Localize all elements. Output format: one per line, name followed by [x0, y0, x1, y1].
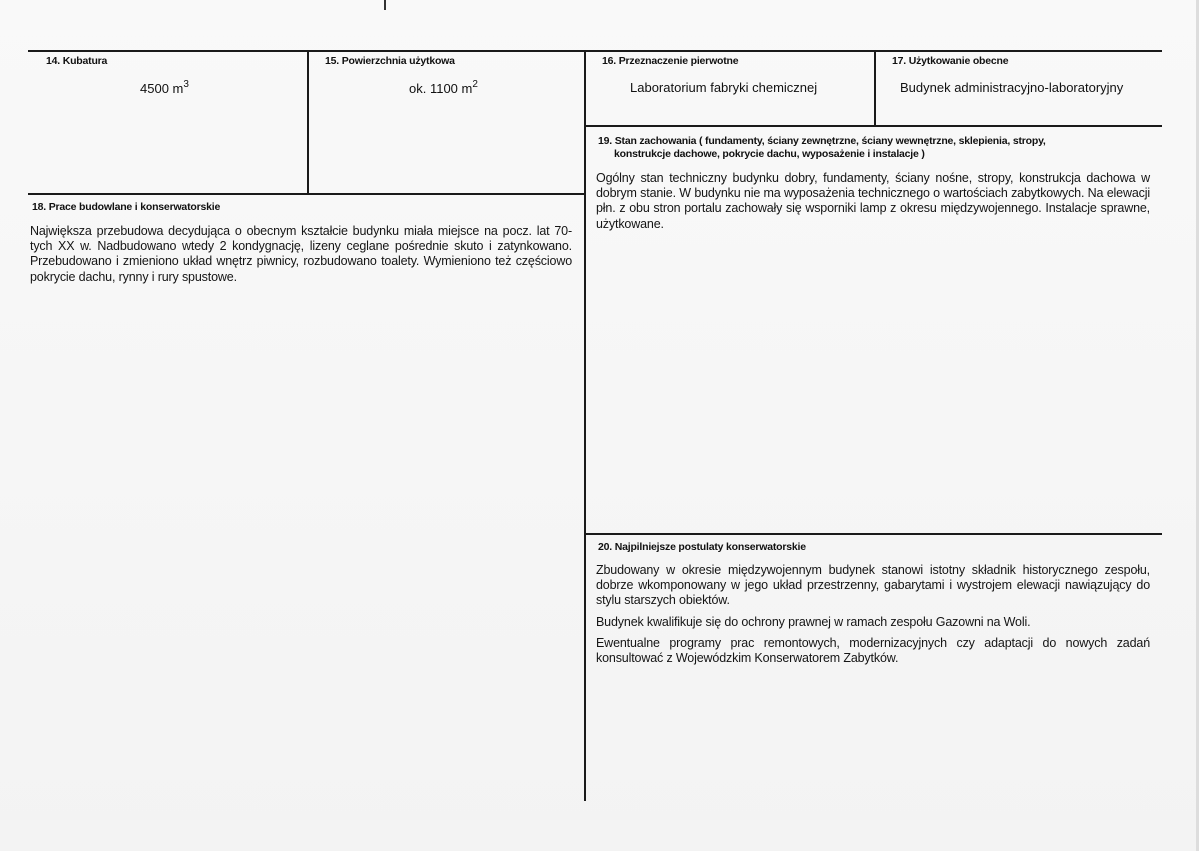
kubatura-value-number: 4500 m [140, 81, 184, 96]
field-uzytkowanie-obecne [892, 55, 1158, 121]
kubatura-value [140, 81, 189, 96]
divider-16-17 [874, 50, 876, 126]
field-postulaty-konserwatorskie [596, 541, 1150, 666]
postulaty-paragraph: Zbudowany w okresie międzywojennym budynek stanowi istotny składnik historycznego zespołu, dobrze wkomponowany w jego układ przestrzenny, gabarytami i wystrojem elewacji nawiązujący do stylu starszych obiektów. [596, 563, 1150, 608]
stan-heading [598, 135, 1150, 161]
stan-heading-line-1: 19. Stan zachowania ( fundamenty, ściany zewnętrzne, ściany wewnętrzne, sklepienia, stropy, [598, 135, 1046, 147]
top-rule [28, 50, 1162, 52]
field-stan-zachowania [596, 135, 1150, 232]
przeznaczenie-heading: 16. Przeznaczenie pierwotne [602, 55, 739, 67]
field-kubatura [46, 55, 304, 185]
stan-text: Ogólny stan techniczny budynku dobry, fundamenty, ściany nośne, stropy, konstrukcja dachowa w dobrym stanie. W budynku nie ma wyposażenia technicznego o wartościach zabytkowych. Na elewacji płn. z obu stron portalu zachowały się wsporniki lamp z okresu międzywojennego. Instalacje sprawne, użytkowane. [596, 171, 1150, 231]
powierzchnia-value-unit-exponent: 2 [472, 79, 478, 90]
uzytkowanie-value: Budynek administracyjno-laboratoryjny [900, 80, 1124, 95]
field-prace-budowlane [30, 201, 572, 285]
postulaty-body [596, 563, 1150, 666]
prace-text: Największa przebudowa decydująca o obecnym kształcie budynku miała miejsce na pocz. lat 70-tych XX w. Nadbudowano wtedy 2 kondygnację, lizeny ceglane pośrednie skuto i zatynkowano. Przebudowano i zmieniono układ wnętrz piwnicy, rozbudowano toalety. Wymieniono też częściowo pokrycie dachu, rynny i rury spustowe. [30, 224, 572, 284]
stan-heading-line-2: konstrukcje dachowe, pokrycie dachu, wyposażenie i instalacje ) [614, 148, 925, 160]
prace-heading: 18. Prace budowlane i konserwatorskie [32, 201, 221, 213]
field-powierzchnia-uzytkowa [325, 55, 583, 185]
przeznaczenie-value: Laboratorium fabryki chemicznej [630, 80, 818, 95]
powierzchnia-value [409, 81, 478, 96]
registration-tick [384, 0, 386, 10]
powierzchnia-value-number: ok. 1100 m [409, 81, 473, 96]
postulaty-paragraph: Budynek kwalifikuje się do ochrony prawnej w ramach zespołu Gazowni na Woli. [596, 614, 1031, 629]
rule-right-lower [585, 533, 1162, 535]
kubatura-value-unit-exponent: 3 [183, 79, 189, 90]
field-przeznaczenie-pierwotne [602, 55, 870, 121]
divider-14-15 [307, 50, 309, 194]
kubatura-heading: 14. Kubatura [46, 55, 108, 67]
postulaty-heading: 20. Najpilniejsze postulaty konserwatorskie [598, 541, 806, 553]
powierzchnia-heading: 15. Powierzchnia użytkowa [325, 55, 455, 67]
uzytkowanie-heading: 17. Użytkowanie obecne [892, 55, 1009, 67]
postulaty-paragraph: Ewentualne programy prac remontowych, modernizacyjnych czy adaptacji do nowych zadań konsultować z Wojewódzkim Konserwatorem Zabytków. [596, 635, 1150, 666]
main-vertical-divider [584, 50, 586, 801]
